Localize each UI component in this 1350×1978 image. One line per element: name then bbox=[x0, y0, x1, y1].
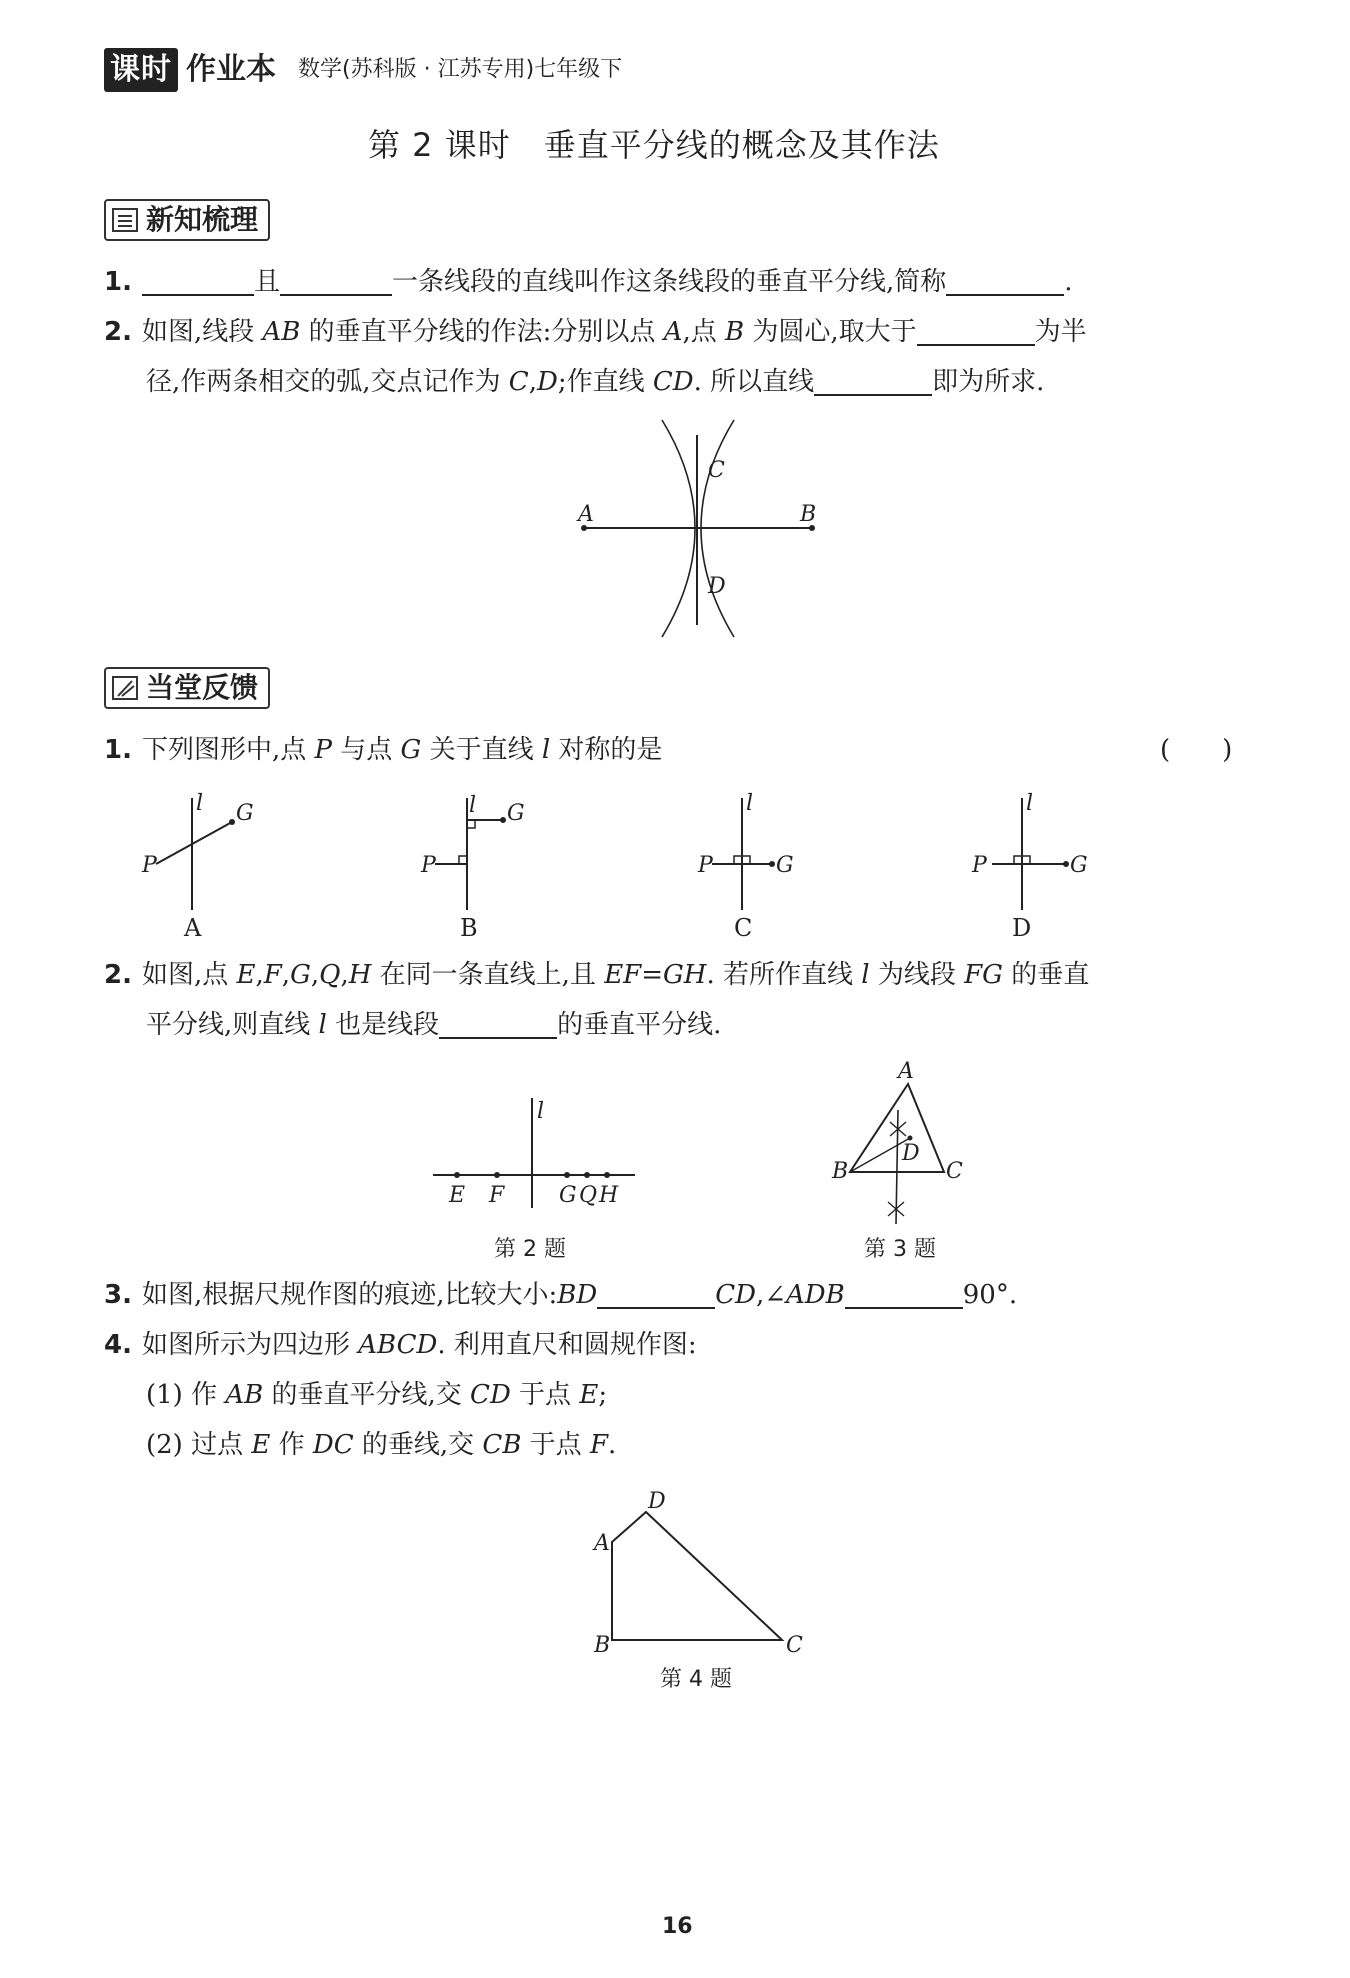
q-math: FG bbox=[964, 960, 1003, 990]
answer-blank bbox=[280, 262, 392, 296]
q-math: G bbox=[400, 735, 422, 765]
q-text: 如图,点 bbox=[141, 960, 237, 990]
q-math: B bbox=[725, 317, 745, 347]
q-math: A bbox=[663, 317, 683, 347]
q-text: 即为所求. bbox=[932, 367, 1045, 397]
q-text: ; bbox=[598, 1380, 608, 1410]
svg-text:B: B bbox=[594, 1633, 611, 1658]
svg-text:l: l bbox=[196, 791, 204, 816]
q-math: CD bbox=[470, 1380, 511, 1410]
label-d: D bbox=[708, 574, 726, 599]
q-math: BD bbox=[557, 1280, 598, 1310]
q-text: ;作直线 bbox=[557, 367, 653, 397]
q-text: 一条线段的直线叫作这条线段的垂直平分线,简称 bbox=[391, 267, 947, 297]
q-text: 为线段 bbox=[869, 960, 965, 990]
knowledge-q2-line1 bbox=[104, 312, 1087, 352]
q-text: 平分线,则直线 bbox=[146, 1010, 319, 1040]
q-math: F bbox=[263, 960, 282, 990]
svg-text:A: A bbox=[898, 1060, 914, 1084]
q-text: , bbox=[340, 960, 349, 990]
q-text: 如图,根据尺规作图的痕迹,比较大小: bbox=[141, 1280, 558, 1310]
svg-text:G: G bbox=[559, 1183, 577, 1208]
svg-text:A: A bbox=[594, 1531, 610, 1556]
svg-text:P: P bbox=[972, 853, 987, 878]
q-text: , bbox=[281, 960, 291, 990]
q-text: 的垂线,交 bbox=[353, 1430, 483, 1460]
figure-q2-points bbox=[425, 1090, 645, 1210]
q-math: H bbox=[348, 960, 372, 990]
q-text: = bbox=[641, 960, 664, 990]
svg-text:Q: Q bbox=[579, 1183, 598, 1208]
svg-text:l: l bbox=[746, 791, 754, 816]
q-math: DC bbox=[312, 1430, 354, 1460]
q-text: 且 bbox=[253, 267, 280, 297]
question-number: 2. bbox=[104, 960, 132, 990]
svg-text:C: C bbox=[946, 1159, 963, 1184]
q-text: ,∠ bbox=[755, 1280, 787, 1310]
q-text: 于点 bbox=[510, 1380, 580, 1410]
q-text: 下列图形中,点 bbox=[141, 735, 315, 765]
q-text: 为圆心,取大于 bbox=[744, 317, 917, 347]
section-title-feedback: 当堂反馈 bbox=[146, 671, 259, 704]
caption-q2: 第 2 题 bbox=[494, 1237, 566, 1262]
q-text: , bbox=[310, 960, 320, 990]
q-math: Q bbox=[319, 960, 341, 990]
choice-figure-c bbox=[690, 790, 830, 920]
svg-text:P: P bbox=[142, 853, 157, 878]
question-number: 2. bbox=[104, 317, 132, 347]
q-text: , bbox=[528, 367, 537, 397]
q-text: 径,作两条相交的弧,交点记作为 bbox=[146, 367, 509, 397]
q-math: P bbox=[314, 735, 332, 765]
q-text: 与点 bbox=[332, 735, 401, 765]
q-text: 于点 bbox=[521, 1430, 590, 1460]
feedback-q4-step1 bbox=[146, 1375, 607, 1415]
q-math: AB bbox=[225, 1380, 264, 1410]
svg-text:G: G bbox=[507, 801, 525, 826]
q-text: . 利用直尺和圆规作图: bbox=[437, 1330, 697, 1360]
q-math: AB bbox=[262, 317, 301, 347]
q-text: 如图,线段 bbox=[141, 317, 263, 347]
q-math: F bbox=[589, 1430, 608, 1460]
svg-text:F: F bbox=[489, 1183, 505, 1208]
svg-text:H: H bbox=[599, 1183, 619, 1208]
question-number: 3. bbox=[104, 1280, 132, 1310]
pen-icon bbox=[112, 676, 138, 700]
q-text: 的垂直平分线,交 bbox=[263, 1380, 471, 1410]
choice-figure-b bbox=[415, 790, 555, 920]
q-text: 在同一条直线上,且 bbox=[371, 960, 605, 990]
svg-text:D: D bbox=[648, 1489, 666, 1514]
choice-figure-a bbox=[140, 790, 280, 920]
q-math: l bbox=[861, 960, 870, 990]
q-text: 为半 bbox=[1034, 317, 1087, 347]
q-math: ABCD bbox=[358, 1330, 438, 1360]
q-math: CD bbox=[715, 1280, 756, 1310]
section-header-knowledge bbox=[104, 199, 270, 241]
answer-blank bbox=[814, 362, 932, 396]
svg-text:C: C bbox=[786, 1633, 803, 1658]
q-math: l bbox=[541, 735, 551, 765]
q-text: 的垂直平分线的作法:分别以点 bbox=[300, 317, 664, 347]
svg-text:P: P bbox=[421, 853, 436, 878]
svg-text:P: P bbox=[698, 853, 713, 878]
choice-figure-d bbox=[970, 790, 1110, 920]
svg-text:B: B bbox=[832, 1159, 849, 1184]
q-math: EF bbox=[604, 960, 642, 990]
caption-q4: 第 4 题 bbox=[660, 1667, 732, 1692]
q-math: C bbox=[508, 367, 529, 397]
figure-q4-quadrilateral bbox=[590, 1488, 820, 1658]
svg-text:l: l bbox=[1026, 791, 1034, 816]
q-text: 的垂直平分线. bbox=[557, 1010, 722, 1040]
feedback-q4 bbox=[104, 1325, 697, 1365]
svg-text:G: G bbox=[776, 853, 794, 878]
q-math: E bbox=[579, 1380, 599, 1410]
brand-subtitle: 数学(苏科版 · 江苏专用)七年级下 bbox=[298, 57, 623, 82]
feedback-q4-step2 bbox=[146, 1425, 616, 1465]
answer-blank bbox=[845, 1275, 963, 1309]
q-text: (1) 作 bbox=[146, 1380, 226, 1410]
q-text: . 若所作直线 bbox=[706, 960, 862, 990]
section-title-knowledge: 新知梳理 bbox=[146, 203, 259, 236]
q-math: GH bbox=[663, 960, 707, 990]
answer-blank bbox=[917, 312, 1035, 346]
feedback-q3 bbox=[104, 1275, 1017, 1315]
q-math: CB bbox=[482, 1430, 522, 1460]
knowledge-q1 bbox=[104, 262, 1073, 302]
svg-text:l: l bbox=[537, 1099, 545, 1124]
question-number: 1. bbox=[104, 735, 132, 765]
q-text: ,点 bbox=[682, 317, 725, 347]
page-number: 16 bbox=[662, 1914, 693, 1939]
question-number: 1. bbox=[104, 267, 132, 297]
knowledge-q2-line2 bbox=[146, 362, 1044, 402]
q-math: D bbox=[536, 367, 558, 397]
q-math: E bbox=[236, 960, 256, 990]
q-text: (2) 过点 bbox=[146, 1430, 252, 1460]
brand-logo-box: 课时 bbox=[104, 48, 178, 92]
answer-blank bbox=[142, 262, 254, 296]
lesson-title: 第 2 课时 垂直平分线的概念及其作法 bbox=[368, 126, 940, 164]
q-math: l bbox=[318, 1010, 327, 1040]
q-text: . 所以直线 bbox=[693, 367, 815, 397]
answer-paren: ( ) bbox=[1160, 735, 1233, 765]
answer-blank bbox=[946, 262, 1064, 296]
choice-label-d[interactable]: D bbox=[1012, 914, 1032, 942]
question-number: 4. bbox=[104, 1330, 132, 1360]
feedback-q2-line2 bbox=[146, 1005, 721, 1045]
label-b: B bbox=[800, 502, 817, 527]
figure-q3-triangle bbox=[830, 1060, 980, 1230]
q-text: 关于直线 bbox=[421, 735, 542, 765]
q-math: ADB bbox=[786, 1280, 845, 1310]
feedback-q2-line1 bbox=[104, 955, 1089, 995]
answer-blank bbox=[597, 1275, 715, 1309]
page-header bbox=[104, 48, 622, 92]
svg-text:G: G bbox=[236, 801, 254, 826]
svg-text:E: E bbox=[449, 1183, 466, 1208]
svg-text:l: l bbox=[469, 793, 477, 818]
q-text: , bbox=[255, 960, 264, 990]
brand-name: 作业本 bbox=[186, 52, 276, 87]
section-header-feedback bbox=[104, 667, 270, 709]
q-text: 也是线段 bbox=[326, 1010, 440, 1040]
choice-label-b[interactable]: B bbox=[460, 914, 478, 942]
q-math: CD bbox=[652, 367, 694, 397]
q-text: 作 bbox=[270, 1430, 313, 1460]
q-text: 90°. bbox=[962, 1280, 1018, 1310]
book-icon bbox=[112, 208, 138, 232]
caption-q3: 第 3 题 bbox=[864, 1237, 936, 1262]
answer-blank bbox=[439, 1005, 557, 1039]
label-a: A bbox=[578, 502, 594, 527]
label-c: C bbox=[708, 458, 725, 483]
svg-text:D: D bbox=[902, 1141, 920, 1166]
q-text: 如图所示为四边形 bbox=[141, 1330, 359, 1360]
choice-label-c[interactable]: C bbox=[734, 914, 753, 942]
q-text: . bbox=[1064, 267, 1073, 297]
svg-text:G: G bbox=[1070, 853, 1088, 878]
feedback-q1 bbox=[104, 730, 662, 770]
q-math: G bbox=[290, 960, 311, 990]
q-text: 的垂直 bbox=[1002, 960, 1090, 990]
q-text: 对称的是 bbox=[550, 735, 663, 765]
figure-bisector-construction bbox=[560, 415, 820, 645]
q-text: . bbox=[608, 1430, 617, 1460]
q-math: E bbox=[251, 1430, 271, 1460]
choice-label-a[interactable]: A bbox=[184, 914, 202, 942]
